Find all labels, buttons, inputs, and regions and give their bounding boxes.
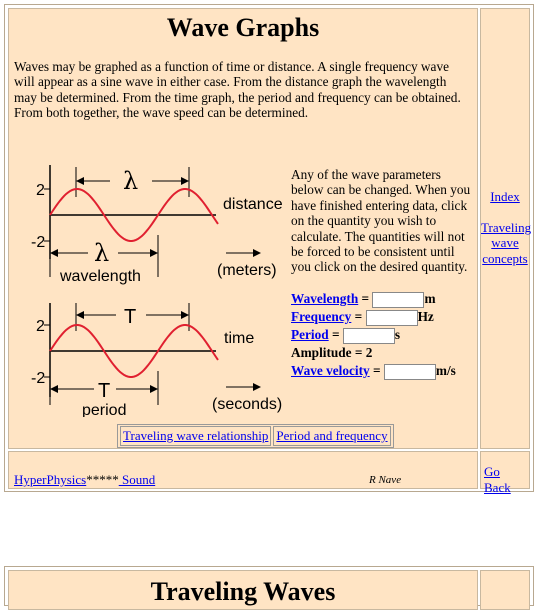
wavelength-input[interactable] bbox=[372, 292, 424, 308]
top-y-min: -2 bbox=[31, 234, 46, 251]
page-title: Wave Graphs bbox=[166, 13, 320, 42]
seconds-label: (seconds) bbox=[212, 396, 283, 413]
traveling-wave-concepts-link[interactable]: Traveling wave concepts bbox=[481, 219, 532, 266]
period-link[interactable]: Period bbox=[291, 327, 329, 342]
go-back-link[interactable]: Go Back bbox=[484, 464, 511, 495]
main-panel bbox=[8, 8, 478, 449]
amplitude-row: Amplitude = 2 bbox=[291, 345, 373, 360]
traveling-waves-table bbox=[4, 566, 534, 606]
wavelength-link[interactable]: Wavelength bbox=[291, 291, 359, 306]
sound-link[interactable]: Sound bbox=[118, 472, 156, 487]
rating-stars: ***** bbox=[86, 472, 119, 487]
t-symbol-top: T bbox=[124, 306, 137, 328]
distance-label: distance bbox=[223, 196, 283, 213]
meters-label: (meters) bbox=[217, 262, 277, 279]
wavelength-row: Wavelength = m bbox=[291, 291, 436, 306]
wave-velocity-input[interactable] bbox=[384, 364, 436, 380]
hyperphysics-link[interactable]: HyperPhysics bbox=[14, 472, 87, 487]
wave-velocity-row: Wave velocity = m/s bbox=[291, 363, 456, 378]
period-and-frequency-link[interactable]: Period and frequency bbox=[273, 426, 390, 446]
period-unit: s bbox=[394, 327, 401, 342]
traveling-wave-relationship-link[interactable]: Traveling wave relationship bbox=[120, 426, 271, 446]
period-input[interactable] bbox=[343, 328, 395, 344]
time-graph bbox=[31, 303, 282, 417]
wave-velocity-unit: m/s bbox=[435, 363, 456, 378]
footer-sidebar bbox=[480, 451, 530, 495]
footer bbox=[8, 451, 478, 489]
time-label: time bbox=[224, 330, 255, 347]
wavelength-unit: m bbox=[424, 291, 436, 306]
related-links bbox=[117, 424, 394, 448]
frequency-row: Frequency = Hz bbox=[291, 309, 434, 324]
section-title: Traveling Waves bbox=[150, 577, 336, 606]
frequency-link[interactable]: Frequency bbox=[291, 309, 352, 324]
lambda-symbol-top: λ bbox=[123, 167, 139, 195]
wave-graphs-table bbox=[4, 4, 534, 495]
wave-velocity-link[interactable]: Wave velocity bbox=[291, 363, 370, 378]
wave-parameters bbox=[291, 290, 456, 380]
frequency-input[interactable] bbox=[366, 310, 418, 326]
traveling-waves-panel bbox=[8, 570, 478, 610]
wave-graph-figure bbox=[14, 157, 286, 417]
lambda-symbol-bottom: λ bbox=[94, 239, 110, 267]
top-y-max: 2 bbox=[36, 182, 45, 199]
sidebar bbox=[480, 8, 530, 449]
bottom-y-max: 2 bbox=[36, 318, 45, 335]
index-link[interactable]: Index bbox=[490, 189, 520, 204]
period-label: period bbox=[82, 402, 127, 417]
wavelength-label: wavelength bbox=[60, 268, 141, 285]
distance-graph bbox=[31, 165, 283, 285]
t-symbol-bottom: T bbox=[98, 380, 111, 402]
instructions-text: Any of the wave parameters below can be changed. When you have finished entering data, click on the quantity you wish to calculate. The quantities will not be forced to be consistent until you click on the desired quantity. bbox=[291, 167, 471, 275]
author: R Nave bbox=[369, 474, 402, 486]
traveling-waves-sidebar bbox=[480, 570, 530, 610]
bottom-y-min: -2 bbox=[31, 370, 46, 387]
frequency-unit: Hz bbox=[417, 309, 434, 324]
period-row: Period = s bbox=[291, 327, 401, 342]
intro-paragraph: Waves may be graphed as a function of time or distance. A single frequency wave will appear as a sine wave in either case. From the distance graph the wavelength may be determined. From the time graph, the period and frequency can be obtained. From both together, the wave speed can be determined. bbox=[14, 59, 461, 120]
